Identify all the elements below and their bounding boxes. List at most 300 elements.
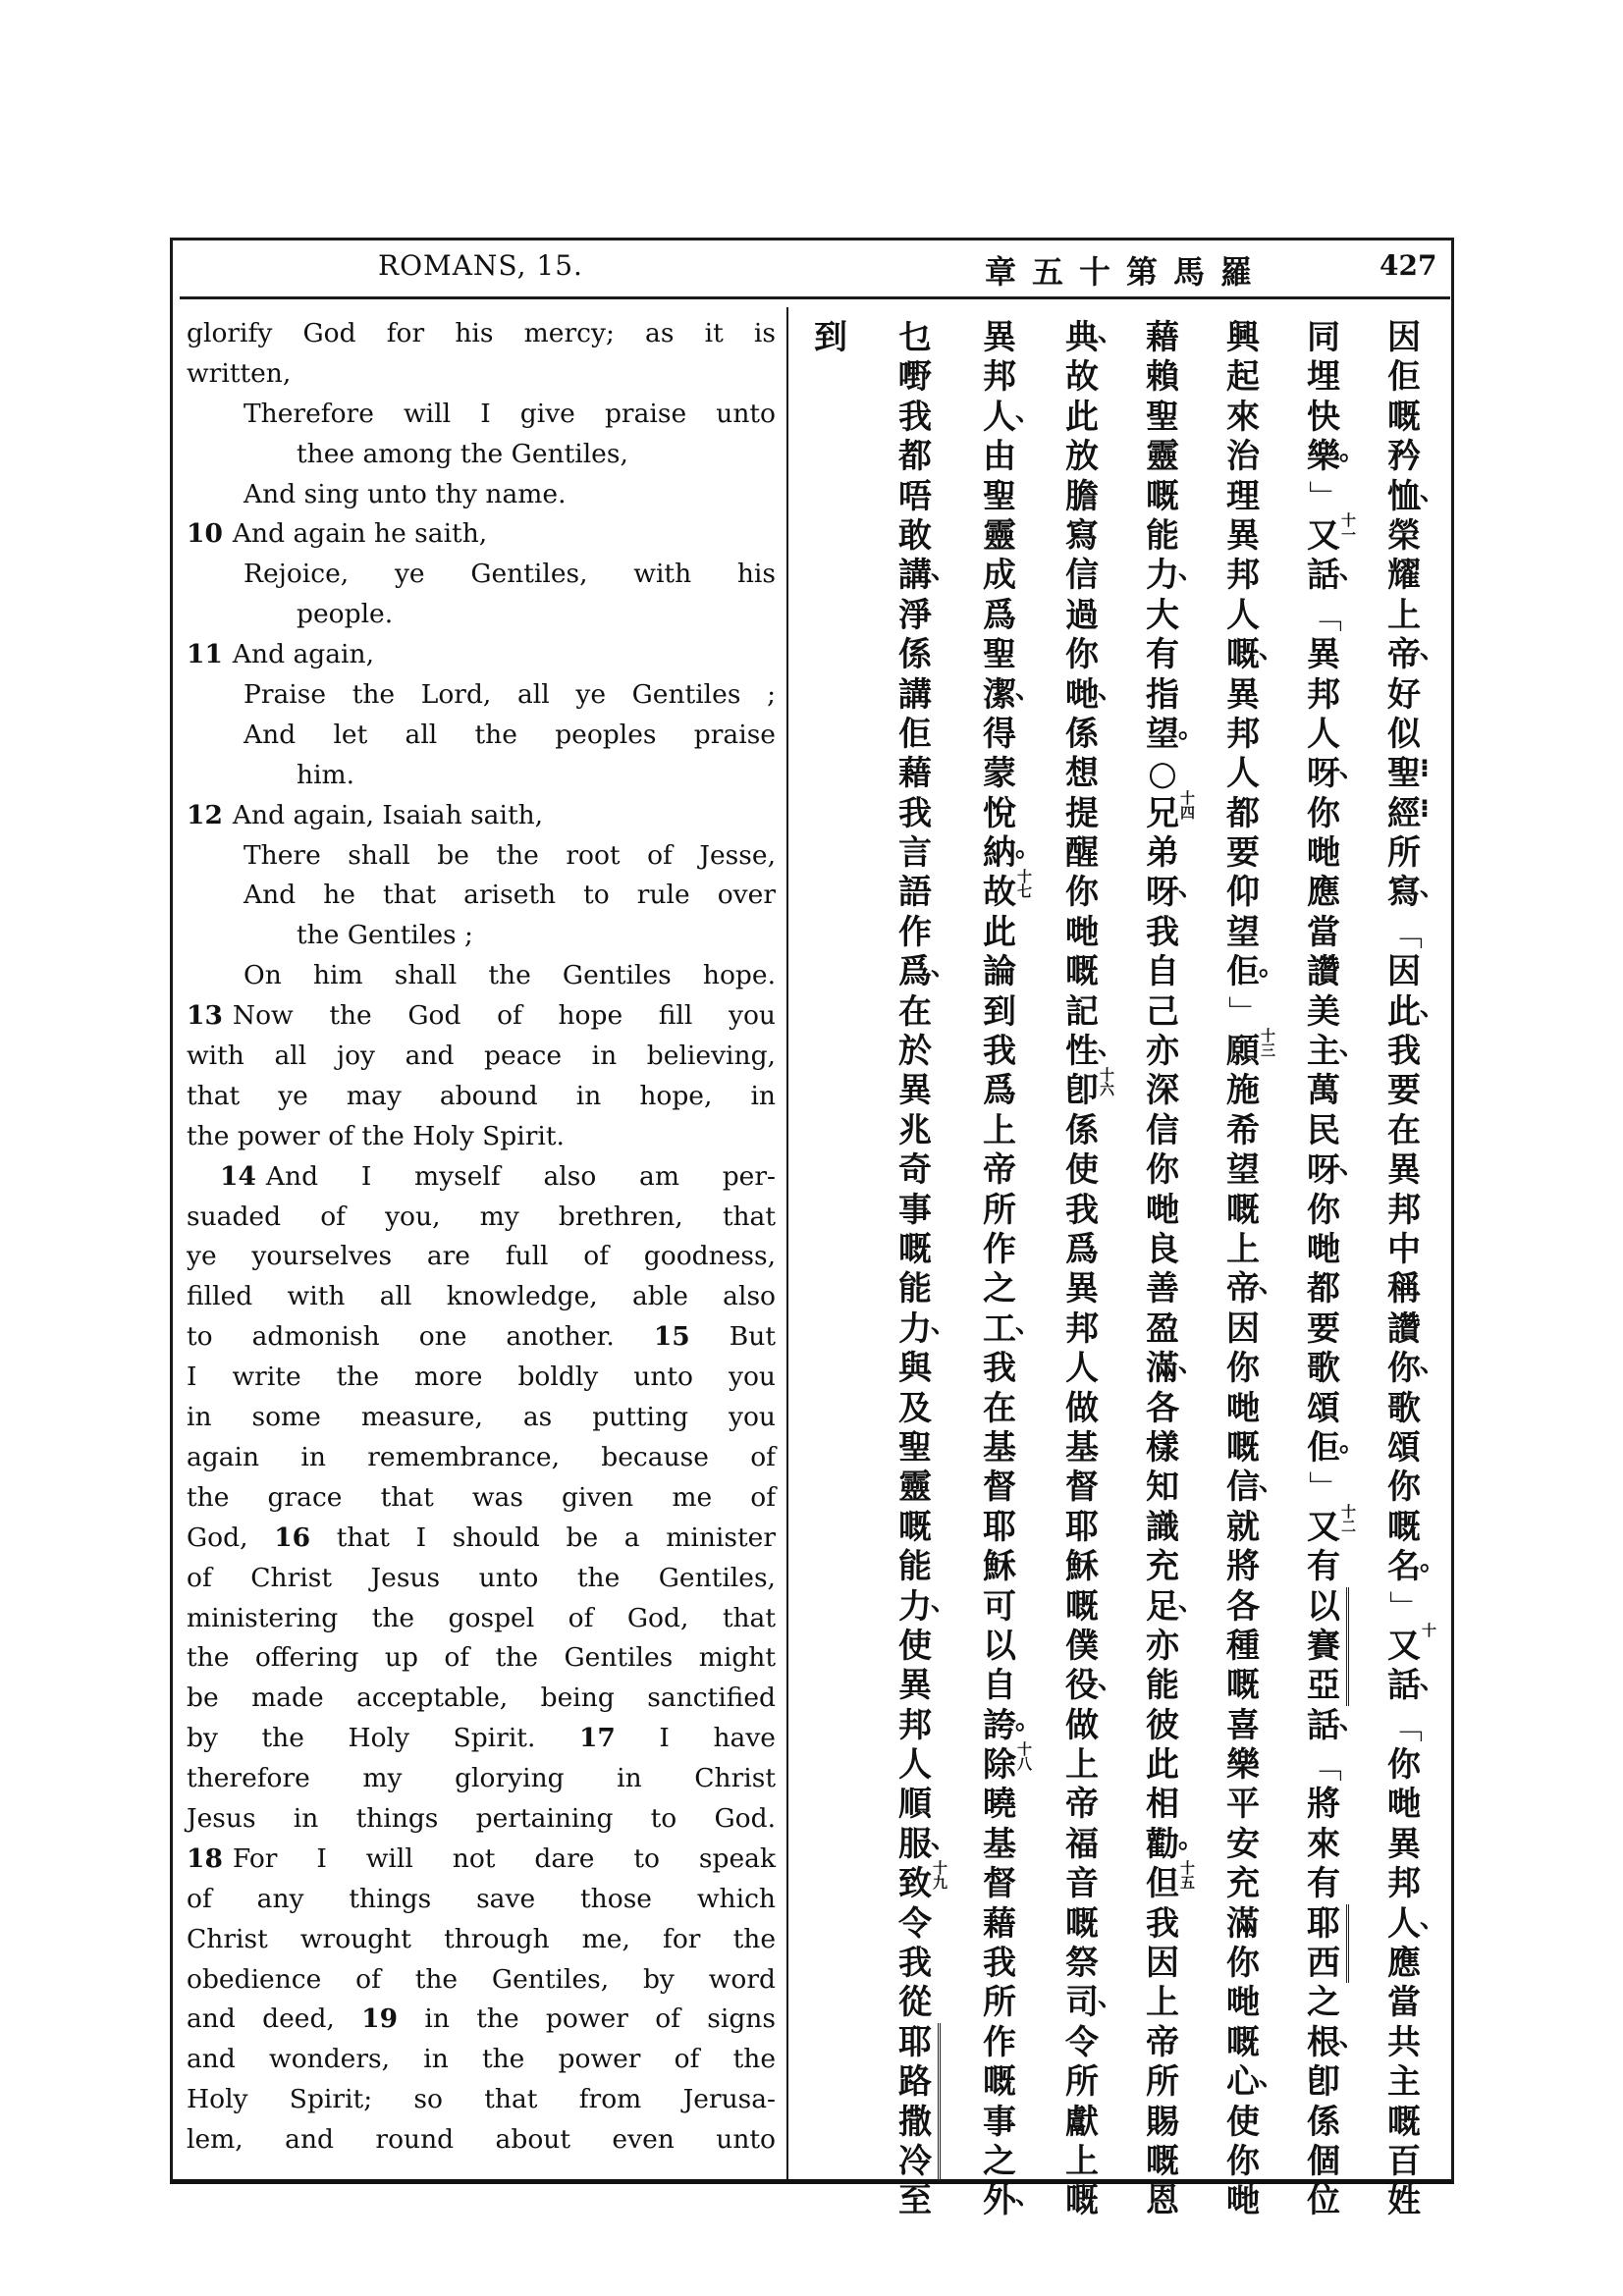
glyph: 督: [983, 1864, 1016, 1904]
english-text-column: [187, 314, 776, 2161]
chinese-character: [1062, 398, 1102, 437]
glyph: 做: [1065, 1705, 1099, 1745]
chinese-character: [980, 1785, 1019, 1824]
glyph: 自: [983, 1666, 1016, 1706]
chinese-character: [1384, 1547, 1446, 1587]
chinese-character: [1304, 1587, 1343, 1627]
line-text: Rejoice, ye Gentiles, with his: [243, 559, 776, 590]
chinese-character: [980, 556, 1019, 595]
chinese-character: [895, 1349, 935, 1388]
line-text: be made acceptable, being sanctified: [187, 1682, 776, 1714]
proper-name-bar: [1346, 1666, 1349, 1705]
glyph: 納: [983, 833, 1016, 874]
chinese-character: [1223, 1468, 1285, 1508]
chinese-character: [1062, 833, 1102, 873]
line-text: ye yourselves are full of goodness,: [187, 1241, 776, 1272]
glyph: 你: [1146, 1150, 1179, 1191]
chinese-character: [1223, 1349, 1263, 1388]
glyph: 耀: [1387, 556, 1421, 596]
glyph: 恩: [1146, 2181, 1179, 2221]
chinese-character: [1143, 1071, 1182, 1110]
glyph: 之: [1307, 1983, 1340, 2023]
glyph: 佢: [1307, 1427, 1340, 1468]
chinese-character: [1304, 1547, 1343, 1586]
glyph: 良: [1146, 1229, 1179, 1269]
glyph: 所: [983, 1983, 1016, 2023]
chinese-character: [1062, 1944, 1102, 1983]
chinese-character: [1304, 1468, 1343, 1507]
english-line: [187, 1478, 776, 1519]
glyph: 呀: [1307, 1150, 1340, 1191]
chinese-character: [1304, 794, 1343, 833]
punctuation-mark: 、: [1420, 1666, 1446, 1696]
chinese-character: [1143, 516, 1182, 556]
glyph: 似: [1387, 714, 1421, 754]
glyph: 你: [1307, 1190, 1340, 1230]
english-line: [187, 595, 776, 635]
chinese-character: [1384, 873, 1446, 913]
chinese-character: [895, 1785, 935, 1824]
chinese-character: [1223, 1309, 1263, 1349]
chinese-character: [1223, 2062, 1285, 2103]
glyph: 基: [983, 1824, 1016, 1864]
chinese-character: [980, 1983, 1019, 2022]
glyph: 蒙: [983, 754, 1016, 794]
chinese-character: [1384, 1389, 1424, 1428]
chinese-character: [1062, 1269, 1102, 1308]
chinese-character: [1223, 1150, 1263, 1190]
chinese-character: [1062, 1666, 1124, 1706]
glyph: 帝: [1146, 2022, 1179, 2062]
chinese-character: [1304, 1071, 1343, 1110]
glyph: 講: [898, 556, 932, 596]
chinese-character: [1384, 1309, 1424, 1349]
chinese-character: [1384, 1230, 1424, 1269]
line-text: of Christ Jesus unto the Gentiles,: [187, 1562, 776, 1593]
chinese-character: [1143, 2023, 1182, 2062]
line-text: I write the more boldly unto you: [187, 1362, 776, 1393]
chinese-character: [1223, 754, 1263, 793]
glyph: 異: [1065, 1269, 1099, 1309]
glyph: 有: [1146, 635, 1179, 675]
chinese-character: [1223, 715, 1263, 754]
glyph: 望: [1226, 1150, 1260, 1191]
glyph: 穌: [1065, 1547, 1099, 1587]
glyph: 係: [1065, 1110, 1099, 1150]
chinese-character: [1143, 1349, 1205, 1389]
chinese-character: [1143, 1508, 1182, 1547]
glyph: 我: [1065, 1190, 1099, 1230]
chinese-character: [1384, 1032, 1424, 1071]
glyph: 話: [1307, 556, 1340, 596]
glyph: 將: [1307, 1785, 1340, 1825]
glyph: 醒: [1065, 833, 1099, 874]
punctuation-mark: 。: [1178, 714, 1205, 744]
glyph: 帝: [1226, 1269, 1260, 1309]
chinese-character: [980, 674, 1042, 715]
chinese-character: [1304, 635, 1343, 674]
glyph: 哋: [1226, 2181, 1260, 2221]
glyph: 以: [1307, 1586, 1340, 1627]
glyph: 在: [1387, 1110, 1421, 1150]
chinese-character: [980, 1944, 1019, 1983]
chinese-character: [895, 2181, 935, 2220]
chinese-character: [980, 1269, 1019, 1308]
chinese-character: [980, 913, 1019, 952]
glyph: 以: [983, 1626, 1016, 1666]
chinese-character: [1304, 357, 1343, 397]
chinese-character: [1304, 2181, 1343, 2220]
line-text: the power of the Holy Spirit.: [187, 1120, 565, 1151]
chinese-character: [1062, 1230, 1102, 1269]
glyph: 指: [1146, 674, 1179, 715]
chinese-character: [1223, 477, 1263, 516]
glyph: 自: [1146, 952, 1179, 992]
chinese-character: [1143, 1586, 1205, 1627]
glyph: 深: [1146, 1071, 1179, 1111]
chinese-character: [1143, 318, 1182, 357]
chinese-character: [1223, 1904, 1263, 1944]
chinese-character: [1062, 1428, 1102, 1468]
glyph: 上: [983, 1110, 1016, 1150]
punctuation-mark: 、: [1339, 1150, 1366, 1181]
glyph: 此: [983, 912, 1016, 952]
verse-marker: 十: [1420, 1622, 1437, 1637]
glyph: 帝: [983, 1150, 1016, 1191]
chinese-character: [980, 952, 1019, 991]
chinese-character: [1304, 1666, 1343, 1705]
glyph: 嘢: [898, 357, 932, 398]
punctuation-mark: ⁝: [1420, 793, 1430, 824]
glyph: 過: [1065, 595, 1099, 635]
chinese-character: [980, 2142, 1019, 2181]
glyph: 你: [1387, 1468, 1421, 1508]
chinese-column: [1143, 318, 1205, 2221]
english-line: [187, 996, 776, 1037]
glyph: 又: [1387, 1626, 1421, 1666]
chinese-character: [1062, 1508, 1102, 1547]
punctuation-mark: 、: [1098, 318, 1124, 347]
chinese-character: [1304, 1427, 1366, 1468]
glyph: 嘅: [1226, 1666, 1260, 1706]
glyph: 都: [1307, 1269, 1340, 1309]
glyph: 姓: [1387, 2181, 1421, 2221]
line-text: therefore my glorying in Christ: [187, 1763, 776, 1794]
chinese-character: [1304, 1111, 1343, 1150]
chinese-character: [895, 398, 935, 437]
glyph: 故: [983, 873, 1016, 913]
chinese-character: [895, 1032, 935, 1071]
line-text: the grace that was given me of: [187, 1481, 776, 1513]
glyph: 賜: [1146, 2102, 1179, 2142]
punctuation-mark: 、: [1339, 2022, 1366, 2053]
glyph: 卽: [1307, 2062, 1340, 2103]
glyph: 異: [1387, 1824, 1421, 1864]
chinese-character: [895, 873, 935, 912]
chinese-character: [895, 1230, 935, 1269]
glyph: 都: [1226, 793, 1260, 833]
glyph: 理: [1226, 476, 1260, 516]
chinese-character: [980, 1508, 1019, 1547]
chinese-character: [1304, 1785, 1343, 1824]
glyph: 嘅: [1387, 397, 1421, 437]
glyph: 己: [1146, 991, 1179, 1032]
glyph: 勸: [1146, 1824, 1179, 1864]
glyph: 除: [983, 1745, 1016, 1786]
glyph: 想: [1065, 754, 1099, 794]
english-line: [187, 635, 776, 675]
glyph: 哋: [1065, 912, 1099, 952]
chinese-character: [895, 992, 935, 1032]
glyph: 我: [1146, 1903, 1179, 1944]
chinese-character: [1062, 913, 1102, 952]
glyph: 善: [1146, 1269, 1179, 1309]
chinese-character: [1304, 596, 1343, 635]
english-line: [187, 1237, 776, 1277]
glyph: 力: [898, 1308, 932, 1349]
glyph: 」: [1304, 479, 1344, 513]
glyph: 充: [1226, 1864, 1260, 1904]
chinese-character: [1223, 437, 1263, 476]
glyph: 曉: [983, 1785, 1016, 1825]
glyph: 潔: [983, 674, 1016, 715]
glyph: 藉: [983, 1903, 1016, 1944]
chinese-character: [1304, 913, 1343, 952]
chinese-character: [1304, 754, 1366, 794]
chinese-character: [1223, 398, 1263, 437]
glyph: 異: [983, 318, 1016, 357]
chinese-character: [1223, 873, 1263, 912]
glyph: 民: [1307, 1110, 1340, 1150]
chinese-character: [1062, 1349, 1102, 1388]
line-text: him.: [297, 759, 355, 790]
glyph: 致: [898, 1864, 932, 1904]
verse-marker: 十八: [1015, 1741, 1033, 1772]
glyph: 係: [1307, 2102, 1340, 2142]
chinese-character: [980, 2103, 1019, 2142]
column-divider: [786, 307, 788, 2179]
glyph: 僕: [1065, 1626, 1099, 1666]
chinese-character: [895, 1547, 935, 1586]
glyph: 位: [1307, 2181, 1340, 2221]
glyph: 邦: [1387, 1864, 1421, 1904]
line-text: And he that ariseth to rule over: [243, 880, 776, 911]
glyph: 到: [983, 991, 1016, 1032]
glyph: 興: [1226, 318, 1260, 357]
chinese-character: [895, 1389, 935, 1428]
chinese-character: [1143, 1706, 1182, 1745]
chinese-character: [1223, 596, 1263, 635]
glyph: 誇: [983, 1705, 1016, 1745]
english-line: [187, 876, 776, 916]
glyph: 能: [898, 1547, 932, 1587]
chinese-character: [1223, 2023, 1263, 2062]
chinese-character: [1384, 675, 1424, 715]
chinese-character: [1223, 2181, 1263, 2220]
chinese-character: [1223, 794, 1263, 833]
glyph: 要: [1307, 1308, 1340, 1349]
english-line: [187, 354, 776, 395]
chinese-character: [980, 715, 1019, 754]
line-text: and wonders, in the power of the: [187, 2044, 776, 2075]
glyph: 耶: [898, 2022, 932, 2062]
glyph: 乜: [898, 318, 932, 357]
glyph: 藉: [898, 754, 932, 794]
glyph: 作: [983, 1229, 1016, 1269]
chinese-character: [980, 2023, 1019, 2062]
glyph: 」: [1223, 994, 1264, 1029]
glyph: 於: [898, 1032, 932, 1072]
chinese-character: [895, 2023, 935, 2062]
glyph: 獻: [1065, 2102, 1099, 2142]
english-line: [187, 675, 776, 716]
chinese-character: [895, 357, 935, 397]
chinese-character: [895, 952, 957, 992]
glyph: 兄: [1146, 793, 1179, 833]
glyph: 恤: [1387, 476, 1421, 516]
glyph: 工: [983, 1308, 1016, 1349]
glyph: 但: [1146, 1864, 1179, 1904]
punctuation-mark: 、: [1259, 2062, 1285, 2093]
chinese-character: [1384, 1071, 1424, 1110]
chinese-character: [1384, 1825, 1424, 1864]
glyph: 與: [898, 1349, 932, 1389]
glyph: 弟: [1146, 833, 1179, 874]
verse-number: 10: [187, 518, 223, 550]
line-text: the Gentiles ;: [297, 920, 473, 951]
chinese-character: [1304, 1150, 1366, 1191]
chinese-character: [1304, 1032, 1366, 1072]
glyph: 西: [1307, 1944, 1340, 1984]
chinese-character: [1304, 318, 1343, 357]
chinese-character: [1143, 398, 1182, 437]
glyph: 又: [1307, 1507, 1340, 1547]
glyph: 你: [1065, 873, 1099, 913]
glyph: 論: [983, 952, 1016, 992]
glyph: 撒: [898, 2102, 932, 2142]
glyph: 「: [1304, 1748, 1344, 1783]
chinese-character: [980, 357, 1019, 397]
chinese-character: [1304, 1503, 1357, 1547]
english-line: [187, 1840, 776, 1880]
chinese-character: [1062, 1468, 1102, 1507]
chinese-character: [980, 477, 1019, 516]
glyph: 矜: [1387, 437, 1421, 477]
chinese-character: [1223, 1587, 1263, 1627]
glyph: 藉: [1146, 318, 1179, 357]
verse-number: 12: [187, 799, 223, 830]
chinese-character: [1304, 1983, 1343, 2022]
glyph: 佢: [898, 714, 932, 754]
chinese-character: [1223, 1825, 1263, 1864]
chinese-character: [1223, 675, 1263, 715]
chinese-column: [1304, 318, 1366, 2221]
glyph: 之: [983, 1269, 1016, 1309]
english-line: [187, 435, 776, 475]
chinese-character: [895, 1071, 935, 1110]
glyph: 經: [1387, 793, 1421, 833]
glyph: 亦: [1146, 1626, 1179, 1666]
glyph: 異: [898, 1666, 932, 1706]
chinese-character: [980, 1428, 1019, 1468]
chinese-character: [1062, 1309, 1102, 1349]
chinese-character: [1062, 1111, 1102, 1150]
chinese-column: [895, 318, 957, 2221]
english-line: [187, 756, 776, 796]
chinese-character: [895, 1586, 957, 1627]
glyph: 邦: [983, 357, 1016, 398]
chinese-character: [1384, 1191, 1424, 1230]
punctuation-mark: 、: [1420, 635, 1446, 666]
glyph: 基: [1065, 1427, 1099, 1468]
chinese-character: [980, 1071, 1019, 1110]
glyph: 力: [1146, 556, 1179, 596]
english-line: [187, 716, 776, 756]
english-line: [187, 1638, 776, 1679]
glyph: 百: [1387, 2141, 1421, 2181]
glyph: 因: [1146, 1944, 1179, 1984]
chinese-character: [1384, 318, 1424, 357]
chinese-character: [1143, 1944, 1182, 1983]
glyph: 到: [814, 318, 847, 357]
chinese-character: [1062, 674, 1124, 715]
chinese-character: [895, 1944, 935, 1983]
glyph: 話: [1307, 1705, 1340, 1745]
punctuation-mark: 、: [1339, 1032, 1366, 1062]
chinese-character: [1384, 2181, 1424, 2220]
glyph: 爲: [1065, 1229, 1099, 1269]
chinese-character: [1143, 789, 1196, 833]
line-text: by the Holy Spirit.: [187, 1723, 536, 1754]
chinese-column: [1062, 318, 1124, 2221]
glyph: 靈: [898, 1468, 932, 1508]
chinese-character: [1304, 1864, 1343, 1903]
glyph: 各: [1226, 1586, 1260, 1627]
glyph: 性: [1065, 1032, 1099, 1072]
glyph: 萬: [1307, 1071, 1340, 1111]
chinese-character: [895, 437, 935, 476]
english-line: [187, 1077, 776, 1117]
glyph: 亞: [1307, 1666, 1340, 1706]
proper-name-bar: [938, 2142, 941, 2181]
glyph: 稱: [1387, 1269, 1421, 1309]
chinese-character: [980, 1904, 1019, 1944]
glyph: 信: [1146, 1110, 1179, 1150]
line-text: Jesus in things pertaining to God.: [187, 1802, 776, 1834]
chinese-character: [1223, 357, 1263, 397]
punctuation-mark: 、: [931, 952, 957, 983]
glyph: 能: [898, 1269, 932, 1309]
line-text: But: [729, 1321, 776, 1353]
punctuation-mark: 、: [1420, 476, 1446, 507]
chinese-character: [1223, 1627, 1263, 1666]
english-line: [187, 1679, 776, 1719]
chinese-character: [1062, 2103, 1102, 2142]
chinese-character: [1384, 1587, 1424, 1627]
glyph: 邦: [1065, 1308, 1099, 1349]
punctuation-mark: 。: [1420, 1547, 1446, 1577]
chinese-character: [895, 635, 935, 674]
chinese-character: [895, 596, 935, 635]
glyph: 在: [898, 991, 932, 1032]
glyph: 根: [1307, 2022, 1340, 2062]
chinese-character: [1384, 1349, 1446, 1389]
glyph: 喜: [1226, 1705, 1260, 1745]
glyph: 事: [983, 2102, 1016, 2142]
chinese-character: [1143, 1111, 1182, 1150]
chinese-character: [895, 1191, 935, 1230]
chinese-character: [1223, 913, 1263, 952]
